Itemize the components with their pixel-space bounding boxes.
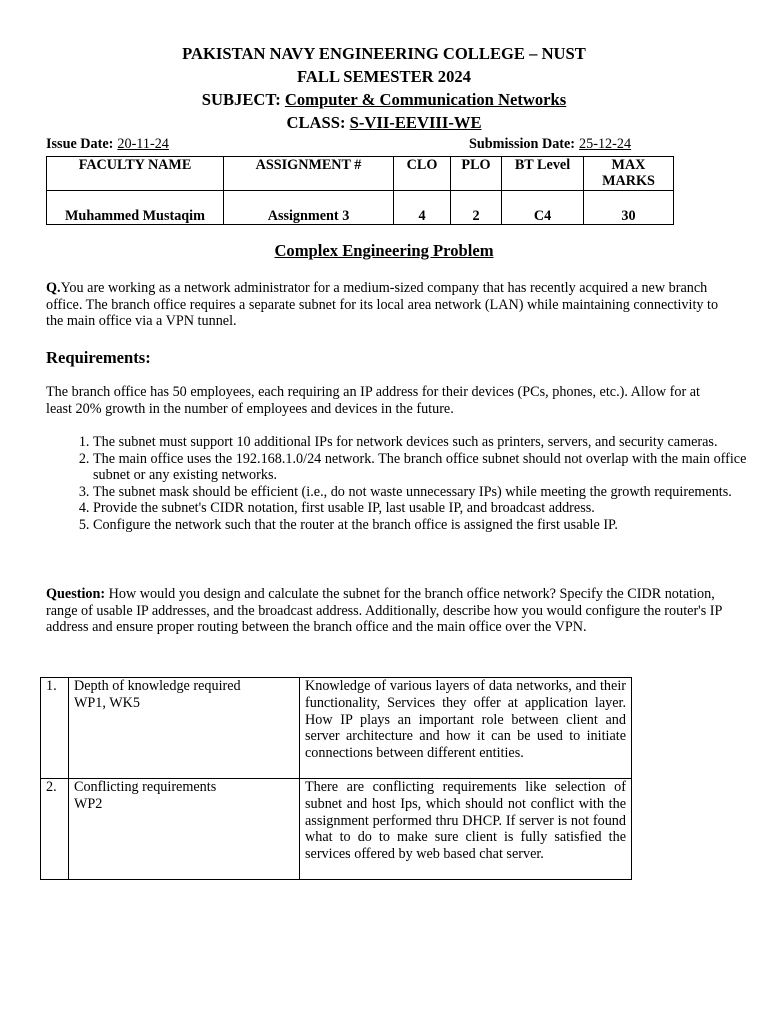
- clo-value: 4: [394, 191, 451, 225]
- table-row: [41, 678, 632, 779]
- header-assignment: ASSIGNMENT #: [224, 157, 394, 191]
- wp-row-description: Knowledge of various layers of data networks, and their functionality, Services they offer at application layer. How IP plays an important role between client and server architecture and how it can be used to initiate connections between different entities.: [300, 678, 632, 779]
- q-text: You are working as a network administrator for a medium-sized company that has recently acquired a new branch office. The branch office requires a separate subnet for its local area network (LAN) while maintaining connectivity to the main office via a VPN tunnel.: [46, 280, 719, 330]
- list-item: 4. Provide the subnet's CIDR notation, first usable IP, last usable IP, and broadcast address.: [93, 500, 768, 517]
- wp-row-label: Depth of knowledge required: [74, 678, 241, 694]
- header-clo: CLO: [394, 157, 451, 191]
- wp-row-label-cell: [69, 678, 300, 779]
- class-label: CLASS:: [286, 113, 350, 132]
- bt-level-value: C4: [502, 191, 584, 225]
- issue-date: [46, 136, 169, 153]
- q-label: Q.: [46, 280, 61, 296]
- list-item: 3. The subnet mask should be efficient (i.e., do not waste unnecessary IPs) while meeting the growth requirements.: [93, 484, 768, 501]
- wp-row-label-cell: [69, 779, 300, 880]
- subject-value: Computer & Communication Networks: [284, 90, 567, 109]
- list-item: 5. Configure the network such that the router at the branch office is assigned the first usable IP.: [93, 517, 768, 534]
- wp-row-code: WP2: [74, 795, 103, 812]
- problem-title: Complex Engineering Problem: [274, 241, 494, 260]
- requirements-list: [46, 434, 768, 534]
- wp-table: [40, 677, 632, 880]
- problem-statement: [46, 280, 726, 330]
- header-bt-level: BT Level: [502, 157, 584, 191]
- college-name: PAKISTAN NAVY ENGINEERING COLLEGE – NUST: [182, 44, 586, 63]
- requirements-intro: The branch office has 50 employees, each requiring an IP address for their devices (PCs, phones, etc.). Allow for at least 20% growth in the number of employees and devices in the future.: [46, 384, 700, 417]
- issue-date-value: 20-11-24: [117, 136, 169, 152]
- table-row: [41, 779, 632, 880]
- subject-line: [0, 90, 768, 110]
- header-max-marks: MAX MARKS: [584, 157, 674, 191]
- assignment-number: Assignment 3: [224, 191, 394, 225]
- header-plo: PLO: [451, 157, 502, 191]
- submission-date-label: Submission Date:: [469, 136, 576, 152]
- max-marks-value: 30: [584, 191, 674, 225]
- table-header-row: [47, 157, 674, 191]
- wp-row-number: 2.: [41, 779, 69, 880]
- plo-value: 2: [451, 191, 502, 225]
- table-row: [47, 191, 674, 225]
- header-faculty: FACULTY NAME: [47, 157, 224, 191]
- wp-row-code: WP1, WK5: [74, 694, 140, 711]
- assignment-info-table: [46, 156, 674, 225]
- class-value: S-VII-EEVIII-WE: [349, 113, 482, 132]
- subject-label: SUBJECT:: [201, 90, 285, 109]
- wp-row-label: Conflicting requirements: [74, 779, 217, 795]
- class-line: [0, 113, 768, 133]
- wp-row-number: 1.: [41, 678, 69, 779]
- faculty-name: Muhammed Mustaqim: [47, 191, 224, 225]
- question-paragraph: [46, 586, 726, 636]
- list-item: 1. The subnet must support 10 additional IPs for network devices such as printers, servers, and security cameras.: [93, 434, 768, 451]
- question-text: How would you design and calculate the subnet for the branch office network? Specify the CIDR notation, range of usable IP addresses, and the broadcast address. Additionally, describe how you would configure the router's IP address and ensure proper routing between the branch office and the main office over the VPN.: [46, 586, 722, 636]
- list-item: 2. The main office uses the 192.168.1.0/24 network. The branch office subnet should not overlap with the main office subnet or any existing networks.: [93, 451, 768, 484]
- wp-row-description: There are conflicting requirements like selection of subnet and host Ips, which should not conflict with the assignment performed thru DHCP. If server is not found what to do to make sure client is fully satisfied the services offered by web based chat server.: [300, 779, 632, 880]
- question-label: Question:: [46, 586, 106, 602]
- semester: FALL SEMESTER 2024: [297, 67, 471, 86]
- issue-date-label: Issue Date:: [46, 136, 114, 152]
- requirements-heading: Requirements:: [46, 348, 151, 367]
- submission-date-value: 25-12-24: [579, 136, 632, 152]
- submission-date: [469, 136, 631, 153]
